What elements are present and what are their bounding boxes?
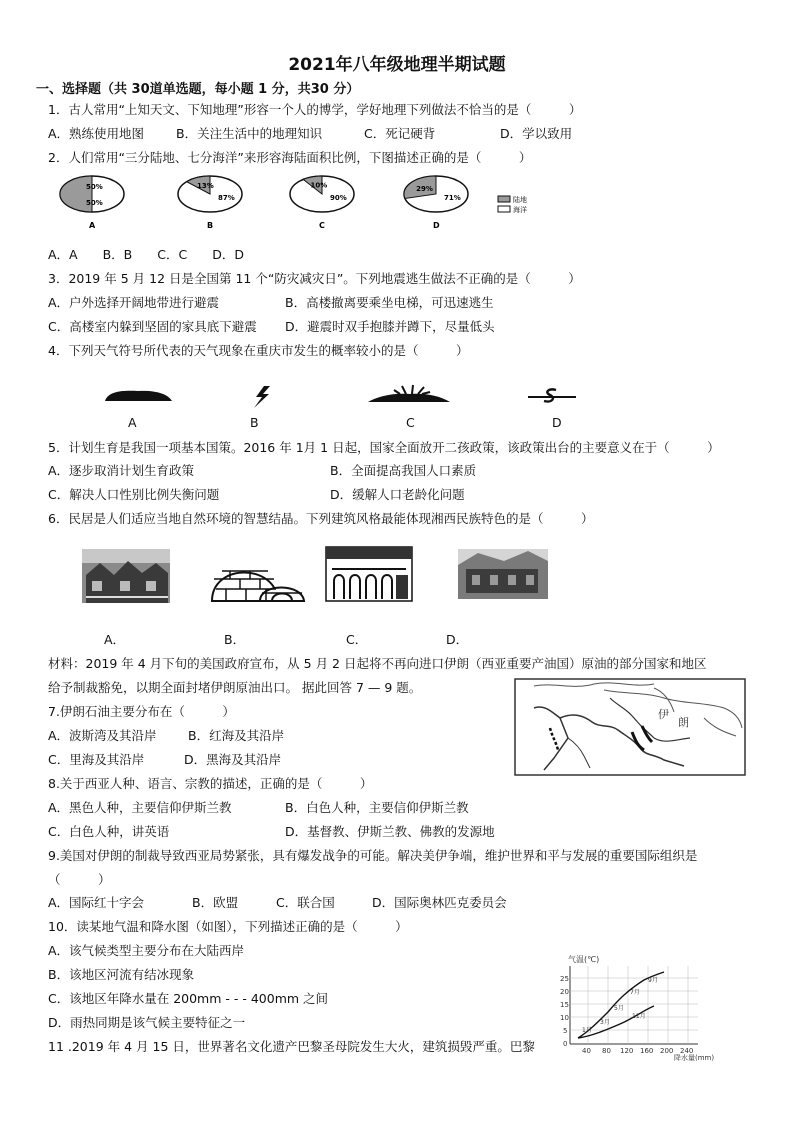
section-heading: 一、选择题（共 30道单选题，每小题 1 分，共30 分）	[36, 82, 360, 97]
material-line-2: 给予制裁豁免，以期全面封堵伊朗原油出口。 据此回答 7 — 9 题。	[48, 680, 422, 695]
y-tick: 0	[563, 1040, 568, 1048]
question-8-stem: 8.关于西亚人种、语言、宗教的描述，正确的是（ ）	[48, 776, 373, 791]
y-tick: 10	[560, 1014, 569, 1022]
pie-land-label: 50%	[86, 183, 103, 191]
svg-text:11月: 11月	[632, 1013, 646, 1020]
temperature-precipitation-chart	[548, 952, 728, 1062]
q9-option-b: B．欧盟	[192, 895, 239, 910]
pie-land-label: 10%	[310, 181, 328, 190]
x-tick: 240	[680, 1047, 694, 1055]
pie-legend	[498, 195, 527, 214]
land-sea-pie-figure	[50, 170, 570, 232]
svg-text:7月: 7月	[630, 989, 640, 996]
legend-land-swatch	[498, 196, 510, 202]
igloo-illustration	[212, 571, 304, 601]
q3-option-c: C．高楼室内躲到坚固的家具底下避震	[48, 319, 257, 334]
q6-label-d: D．	[446, 632, 469, 647]
q7-option-a: A．波斯湾及其沿岸	[48, 728, 157, 743]
iran-region-map	[514, 678, 746, 776]
pie-letter: A	[89, 221, 96, 230]
stilt-house-photo	[82, 549, 170, 603]
y-tick: 25	[560, 975, 569, 983]
dwelling-images	[80, 545, 560, 607]
chart-y-label: 气温(℃)	[568, 955, 600, 964]
lightning-icon	[254, 386, 270, 408]
q10-option-a: A．该气候类型主要分布在大陆西岸	[48, 943, 245, 958]
pie-letter: C	[319, 221, 325, 230]
q6-label-a: A．	[104, 632, 126, 647]
pie-sea-label: 87%	[218, 194, 235, 202]
q7-option-d: D．黑海及其沿岸	[184, 752, 282, 767]
question-6-stem: 6．民居是人们适应当地自然环境的智慧结晶。下列建筑风格最能体现湘西民族特色的是（ ）	[48, 511, 594, 526]
pie-letter: B	[207, 221, 214, 230]
question-5-stem: 5．计划生育是我国一项基本国策。2016 年 1月 1 日起，国家全面放开二孩政策，该政策出台的主要意义在于（ ）	[48, 440, 720, 455]
map-label-lang: 朗	[678, 716, 689, 729]
q1-option-a: A．熟练使用地图	[48, 126, 145, 141]
q5-option-b: B．全面提高我国人口素质	[330, 463, 477, 478]
pie-letter: D	[433, 221, 440, 230]
q1-option-c: C．死记硬背	[364, 126, 436, 141]
question-7-stem: 7.伊朗石油主要分布在（ ）	[48, 704, 235, 719]
q8-option-c: C．白色人种，讲英语	[48, 824, 170, 839]
x-tick: 40	[582, 1047, 591, 1055]
pie-d	[404, 176, 468, 230]
q3-option-d: D．避震时双手抱膝并蹲下，尽量低头	[285, 319, 495, 334]
q6-label-c: C．	[346, 632, 368, 647]
q8-option-a: A．黑色人种，主要信仰伊斯兰教	[48, 800, 232, 815]
q5-option-c: C．解决人口性别比例失衡问题	[48, 487, 220, 502]
q4-label-d: D	[552, 415, 562, 430]
q9-option-d: D．国际奥林匹克委员会	[372, 895, 507, 910]
q5-option-a: A．逐步取消计划生育政策	[48, 463, 195, 478]
weather-symbols	[100, 382, 580, 410]
q10-option-b: B．该地区河流有结冰现象	[48, 967, 195, 982]
legend-land-label: 陆地	[513, 196, 527, 204]
page-title: 2021年八年级地理半期试题	[288, 55, 506, 75]
pie-b	[178, 176, 242, 230]
q7-option-b: B．红海及其沿岸	[188, 728, 285, 743]
pie-sea-label: 50%	[86, 199, 103, 207]
x-tick: 200	[660, 1047, 674, 1055]
q1-option-d: D．学以致用	[500, 126, 573, 141]
pie-c	[290, 176, 354, 230]
question-3-stem: 3．2019 年 5 月 12 日是全国第 11 个“防灾减灾日”。下列地震逃生做法不正确的是（ ）	[48, 271, 581, 286]
q3-option-a: A．户外选择开阔地带进行避震	[48, 295, 220, 310]
legend-sea-label: 海洋	[513, 206, 527, 214]
map-label-yi: 伊	[658, 708, 669, 721]
x-tick: 120	[620, 1047, 634, 1055]
svg-text:1月: 1月	[582, 1027, 592, 1034]
material-line-1: 材料：2019 年 4 月下旬的美国政府宣布，从 5 月 2 日起将不再向进口伊朗（西亚重要产油国）原油的部分国家和地区	[48, 656, 707, 671]
q9-option-c: C．联合国	[276, 895, 335, 910]
x-tick: 160	[640, 1047, 654, 1055]
courtyard-house-photo	[458, 549, 548, 599]
arched-building-photo	[326, 547, 412, 601]
question-1-stem: 1．古人常用“上知天文、下知地理”形容一个人的博学，学好地理下列做法不恰当的是（ ）	[48, 102, 582, 117]
question-9-stem-bracket: （ ）	[48, 872, 111, 887]
q9-option-a: A．国际红十字会	[48, 895, 145, 910]
q10-option-d: D．雨热同期是该气候主要特征之一	[48, 1015, 246, 1030]
q6-label-b: B．	[224, 632, 246, 647]
q3-option-b: B．高楼撤离要乘坐电梯，可迅速逃生	[285, 295, 494, 310]
svg-text:3月: 3月	[600, 1019, 610, 1026]
question-11-stem: 11 .2019 年 4 月 15 日，世界著名文化遗产巴黎圣母院发生大火，建筑损毁严重。巴黎	[48, 1039, 535, 1054]
svg-text:9月: 9月	[648, 977, 658, 984]
q1-option-b: B．关注生活中的地理知识	[176, 126, 323, 141]
q4-label-b: B	[250, 415, 259, 430]
y-tick: 15	[560, 1001, 569, 1009]
question-4-stem: 4．下列天气符号所代表的天气现象在重庆市发生的概率较小的是（ ）	[48, 343, 469, 358]
svg-text:5月: 5月	[614, 1005, 624, 1012]
legend-sea-swatch	[498, 206, 510, 212]
q7-option-c: C．里海及其沿岸	[48, 752, 145, 767]
dust-icon	[528, 389, 576, 401]
q8-option-d: D．基督教、伊斯兰教、佛教的发源地	[285, 824, 495, 839]
y-tick: 20	[560, 988, 569, 996]
x-tick: 80	[602, 1047, 611, 1055]
chart-x-label: 降水量(mm)	[674, 1054, 715, 1062]
q4-label-a: A	[128, 415, 137, 430]
sandstorm-icon	[368, 385, 450, 402]
q8-option-b: B．白色人种，主要信仰伊斯兰教	[285, 800, 469, 815]
pie-land-label: 29%	[416, 184, 433, 193]
q5-option-d: D．缓解人口老龄化问题	[330, 487, 465, 502]
pie-sea-label: 71%	[444, 194, 461, 202]
q2-answer-options: A．A B．B C．C D．D	[48, 247, 244, 262]
q10-option-c: C．该地区年降水量在 200mm - - - 400mm 之间	[48, 991, 329, 1006]
pie-a	[60, 176, 124, 230]
question-2-stem: 2．人们常用“三分陆地、七分海洋”来形容海陆面积比例，下图描述正确的是（ ）	[48, 150, 532, 165]
q4-label-c: C	[406, 415, 415, 430]
y-tick: 5	[563, 1027, 568, 1035]
question-10-stem: 10．读某地气温和降水图（如图），下列描述正确的是（ ）	[48, 919, 408, 934]
fog-icon	[105, 391, 172, 401]
question-9-stem: 9.美国对伊朗的制裁导致西亚局势紧张，具有爆发战争的可能。解决美伊争端，维护世界和平与发展的重要国际组织是	[48, 848, 698, 863]
pie-land-label: 13%	[197, 181, 214, 190]
pie-sea-label: 90%	[330, 194, 347, 202]
